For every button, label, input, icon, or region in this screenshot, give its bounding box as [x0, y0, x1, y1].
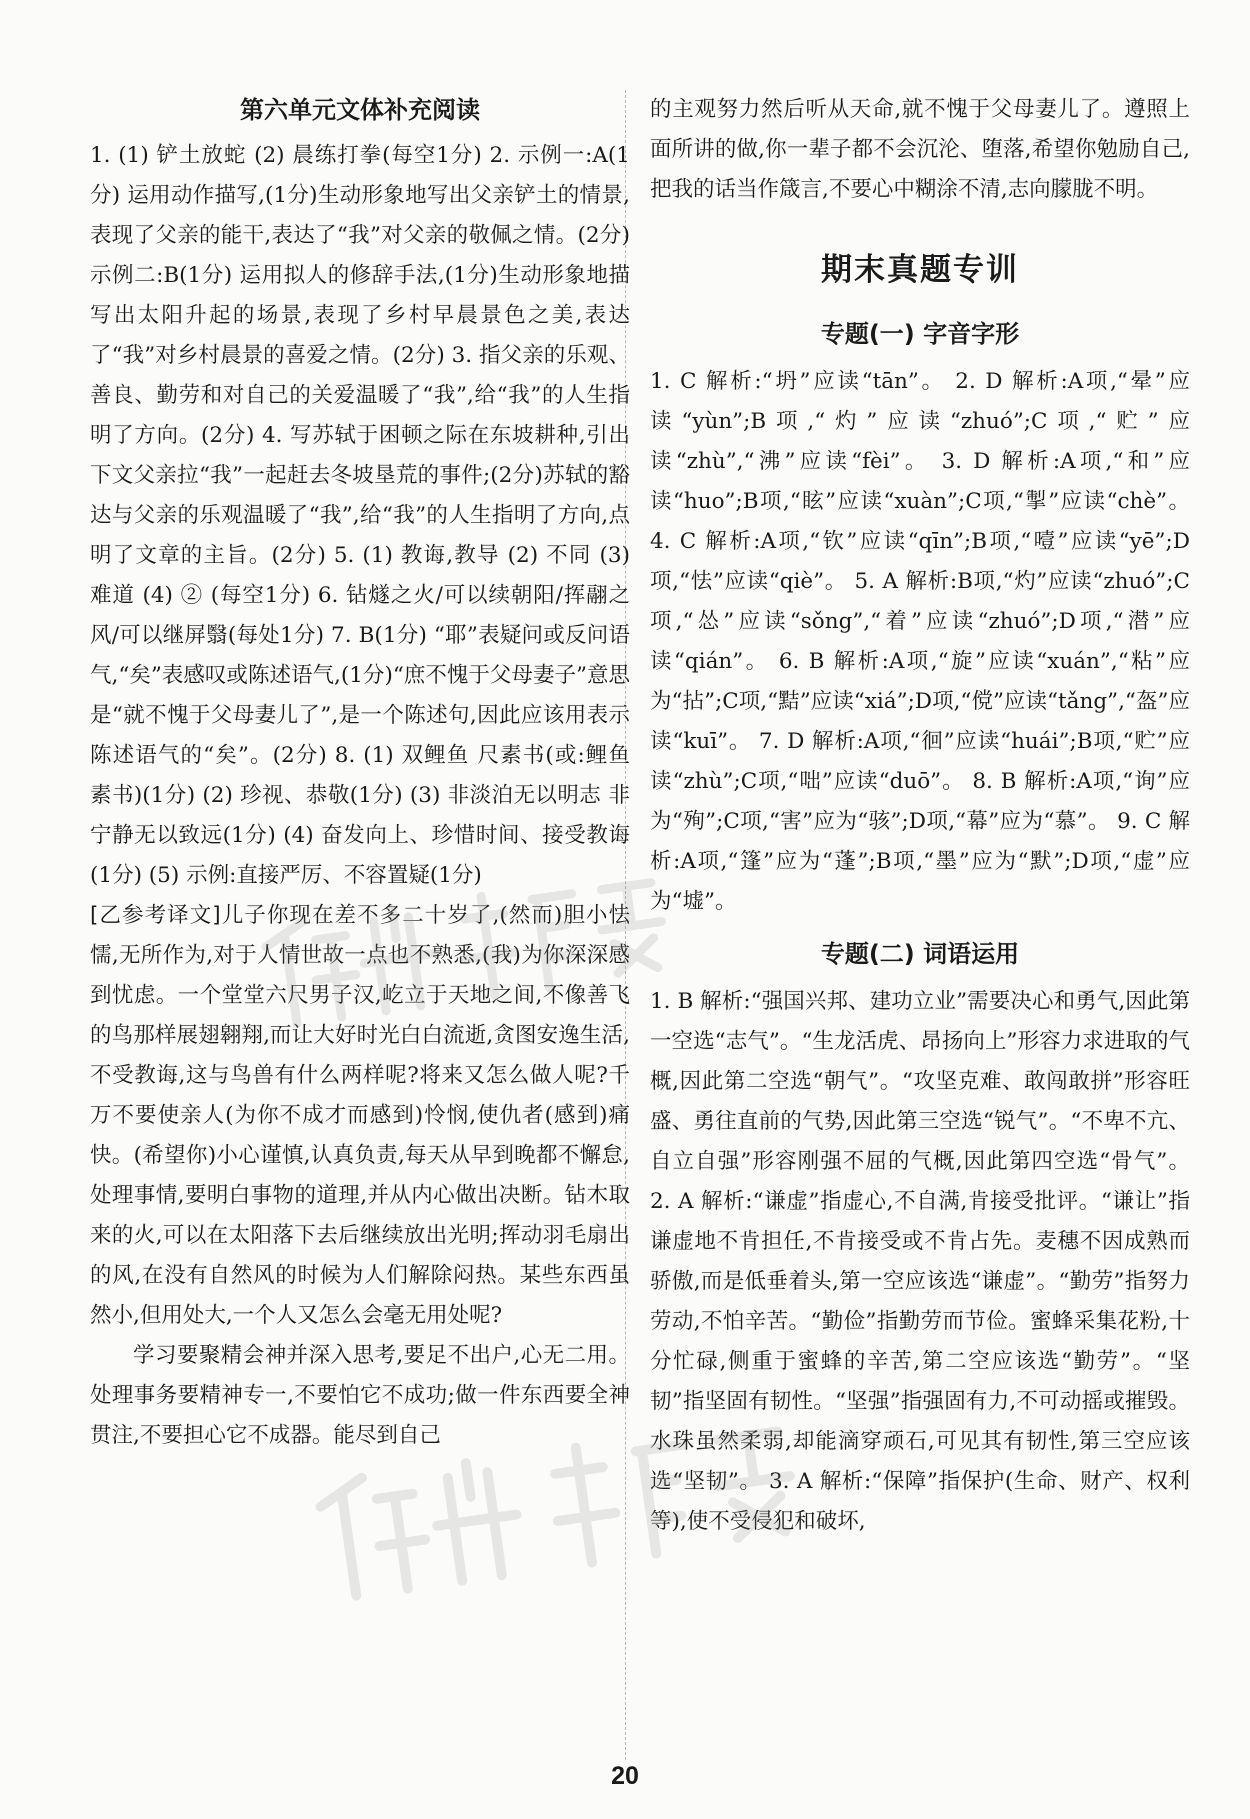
- page-number: 20: [611, 1762, 639, 1790]
- topic1-answers: 1. C 解析:“坍”应读“tān”。 2. D 解析:A项,“晕”应读“yùn”;B项,“灼”应读“zhuó”;C项,“贮”应读“zhù”,“沸”应读“fèi”。 3. D 解析:A项,“和”应读“huo”;B项,“眩”应读“xuàn”;C项,“掣”应读“chè”。 4. C 解析:A项,“钦”应读“qīn”;B项,“噎”应读“yē”;D项,“怯”应读“qiè”。 5. A 解析:B项,“灼”应读“zhuó”;C项,“怂”应读“sǒng”,“着”应读“zhuó”;D项,“潜”应读“qián”。 6. B 解析:A项,“旋”应读“xuán”,“粘”应为“拈”;C项,“黠”应读“xiá”;D项,“傥”应读“tǎng”,“盔”应读“kuī”。 7. D 解析:A项,“徊”应读“huái”;B项,“贮”应读“zhù”;C项,“咄”应读“duō”。 8. B 解析:A项,“询”应为“殉”;C项,“害”应为“骇”;D项,“幕”应为“慕”。 9. C 解析:A项,“篷”应为“蓬”;B项,“墨”应为“默”;D项,“虚”应为“墟”。: [650, 369, 1190, 914]
- translation-paragraph: [90, 896, 630, 1336]
- chapter-title: 期末真题专训: [821, 252, 1019, 288]
- topic2-title: 专题(二) 词语运用: [820, 940, 1020, 968]
- right-column: [650, 90, 1190, 1542]
- topic2-answers: 1. B 解析:“强国兴邦、建功立业”需要决心和勇气,因此第一空选“志气”。“生龙活虎、昂扬向上”形容力求进取的气概,因此第二空选“朝气”。“攻坚克难、敢闯敢拼”形容旺盛、勇往直前的气势,因此第三空选“锐气”。“不卑不亢、自立自强”形容刚强不屈的气概,因此第四空选“骨气”。 2. A 解析:“谦虚”指虚心,不自满,肯接受批评。“谦让”指谦虚地不肯担任,不肯接受或不肯占先。麦穗不因成熟而骄傲,而是低垂着头,第一空应该选“谦虚”。“勤劳”指努力劳动,不怕辛苦。“勤俭”指勤劳而节俭。蜜蜂采集花粉,十分忙碌,侧重于蜜蜂的辛苦,第二空应该选“勤劳”。“坚韧”指坚固有韧性。“坚强”指强固有力,不可动摇或摧毁。水珠虽然柔弱,却能滴穿顽石,可见其有韧性,第三空应该选“坚韧”。 3. A 解析:“保障”指保护(生命、财产、权利等),使不受侵犯和破坏,: [650, 989, 1190, 1534]
- translation-paragraph-2: 学习要聚精会神并深入思考,要足不出户,心无二用。处理事务要精神专一,不要怕它不成功;做一件东西要全神贯注,不要担心它不成器。能尽到自己: [90, 1343, 630, 1448]
- section-title-unit6: 第六单元文体补充阅读: [240, 96, 480, 124]
- left-column: [90, 90, 630, 1456]
- answer-paragraph-unit6: 1. (1) 铲土放蛇 (2) 晨练打拳(每空1分) 2. 示例一:A(1分) 运用动作描写,(1分)生动形象地写出父亲铲土的情景,表现了父亲的能干,表达了“我”对父亲的敬佩之情。(2分) 示例二:B(1分) 运用拟人的修辞手法,(1分)生动形象地描写出太阳升起的场景,表现了乡村早晨景色之美,表达了“我”对乡村晨景的喜爱之情。(2分) 3. 指父亲的乐观、善良、勤劳和对自己的关爱温暖了“我”,给“我”的人生指明了方向。(2分) 4. 写苏轼于困顿之际在东坡耕种,引出下文父亲拉“我”一起赶去冬坡垦荒的事件;(2分)苏轼的豁达与父亲的乐观温暖了“我”,给“我”的人生指明了方向,点明了文章的主旨。(2分) 5. (1) 教诲,教导 (2) 不同 (3) 难道 (4) ② (每空1分) 6. 钻燧之火/可以续朝阳/挥翮之风/可以继屏翳(每处1分) 7. B(1分) “耶”表疑问或反问语气,“矣”表感叹或陈述语气,(1分)“庶不愧于父母妻子”意思是“就不愧于父母妻儿了”,是一个陈述句,因此应该用表示陈述语气的“矣”。(2分) 8. (1) 双鲤鱼 尺素书(或:鲤鱼 素书)(1分) (2) 珍视、恭敬(1分) (3) 非淡泊无以明志 非宁静无以致远(1分) (4) 奋发向上、珍惜时间、接受教诲(1分) (5) 示例:直接严厉、不容置疑(1分): [90, 143, 630, 888]
- translation-continuation: 的主观努力然后听从天命,就不愧于父母妻儿了。遵照上面所讲的做,你一辈子都不会沉沦、堕落,希望你勉励自己,把我的话当作箴言,不要心中糊涂不清,志向朦胧不明。: [650, 97, 1190, 202]
- translation-text: 儿子你现在差不多二十岁了,(然而)胆小怯懦,无所作为,对于人情世故一点也不熟悉,(我)为你深深感到忧虑。一个堂堂六尺男子汉,屹立于天地之间,不像善飞的鸟那样展翅翱翔,而让大好时光白白流逝,贪图安逸生活,不受教诲,这与鸟兽有什么两样呢?将来又怎么做人呢?千万不要使亲人(为你不成才而感到)怜悯,使仇者(感到)痛快。(希望你)小心谨慎,认真负责,每天从早到晚都不懈怠,处理事情,要明白事物的道理,并从内心做出决断。钻木取来的火,可以在太阳落下去后继续放出光明;挥动羽毛扇出的风,在没有自然风的时候为人们解除闷热。某些东西虽然小,但用处大,一个人又怎么会毫无用处呢?: [90, 903, 630, 1328]
- translation-tag: [乙参考译文]: [90, 903, 221, 928]
- topic1-title: 专题(一) 字音字形: [820, 320, 1020, 348]
